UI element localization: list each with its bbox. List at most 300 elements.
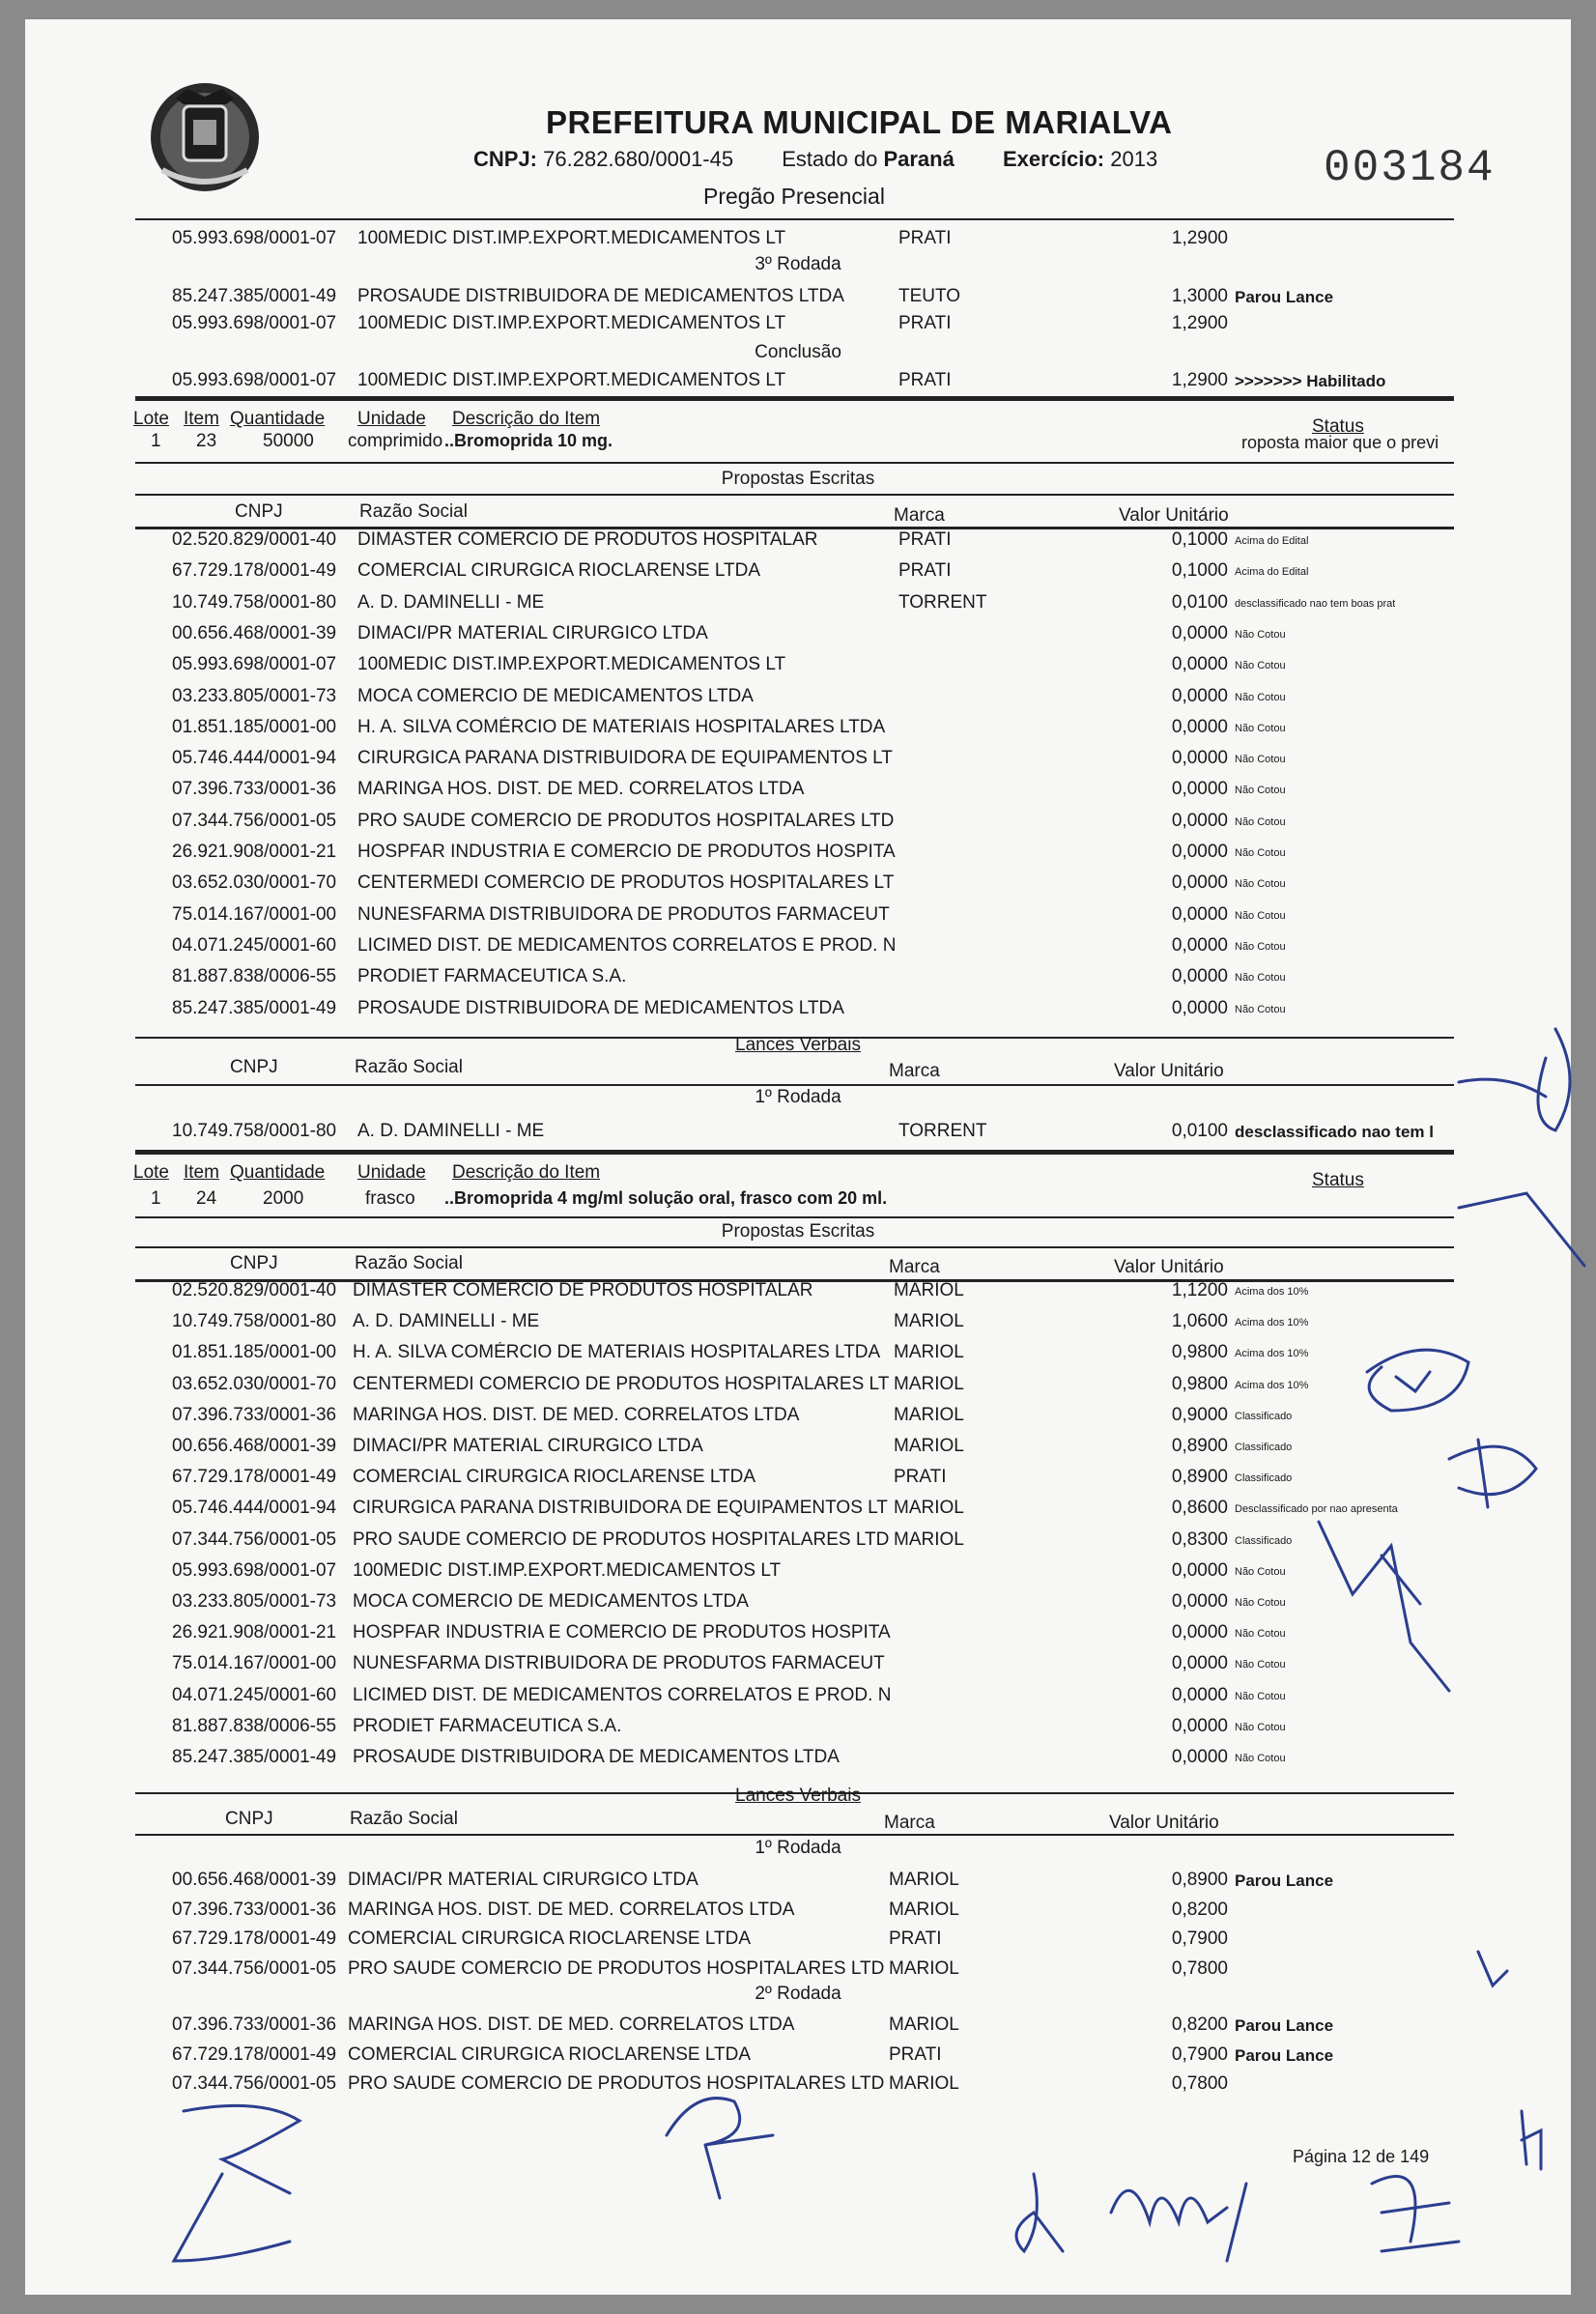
table-row: [0, 2073, 1596, 2102]
valor-cell: 0,7900: [1171, 2043, 1228, 2065]
descricao-value: ..Bromoprida 10 mg.: [444, 431, 613, 450]
valor-cell: 0,7800: [1171, 1957, 1228, 1979]
valor-cell: 0,0000: [1171, 872, 1228, 894]
valor-cell: 0,8900: [1171, 1436, 1228, 1456]
cnpj-cell: 02.520.829/0001-40: [172, 529, 337, 550]
razao-social-cell: DIMACI/PR MATERIAL CIRURGICO LTDA: [348, 1870, 698, 1890]
cnpj-cell: 03.652.030/0001-70: [172, 1373, 337, 1394]
cnpj-cell: 75.014.167/0001-00: [172, 903, 337, 925]
status-cell: Não Cotou: [1235, 847, 1286, 859]
cnpj-cell: 26.921.908/0001-21: [172, 842, 337, 862]
column-header-razao: Razão Social: [355, 1253, 463, 1273]
status-cell: Não Cotou: [1235, 1628, 1286, 1641]
cnpj-cell: 75.014.167/0001-00: [172, 1653, 337, 1674]
table-row: [0, 779, 1596, 808]
valor-cell: 0,0000: [1171, 1622, 1228, 1643]
valor-cell: 0,0000: [1171, 810, 1228, 831]
cnpj-cell: 03.652.030/0001-70: [172, 872, 337, 894]
marca-cell: MARIOL: [889, 1899, 959, 1920]
table-row: [0, 313, 1596, 342]
table-row: [0, 1436, 1596, 1465]
status-cell: Não Cotou: [1235, 1003, 1286, 1015]
valor-cell: 0,8900: [1171, 1870, 1228, 1890]
column-header-lote: Lote: [133, 409, 169, 429]
table-row: [0, 1311, 1596, 1340]
marca-cell: MARIOL: [894, 1311, 964, 1332]
valor-cell: 0,0000: [1171, 716, 1228, 737]
cnpj-cell: 07.344.756/0001-05: [172, 2073, 337, 2094]
table-row: [0, 1716, 1596, 1745]
status-cell: Não Cotou: [1235, 1565, 1286, 1578]
status-cell: Não Cotou: [1235, 1721, 1286, 1733]
valor-cell: 0,0000: [1171, 934, 1228, 956]
razao-social-cell: 100MEDIC DIST.IMP.EXPORT.MEDICAMENTOS LT: [353, 1559, 782, 1581]
cnpj-cell: 85.247.385/0001-49: [172, 1747, 337, 1767]
table-row: [0, 592, 1596, 621]
marca-cell: PRATI: [898, 560, 952, 582]
cnpj-cell: 01.851.185/0001-00: [172, 1342, 337, 1363]
divider: [135, 494, 1454, 496]
razao-social-cell: PRO SAUDE COMERCIO DE PRODUTOS HOSPITALARES LTD: [357, 810, 895, 831]
descricao-value: ..Bromoprida 4 mg/ml solução oral, frasco com 20 ml.: [444, 1188, 888, 1208]
valor-cell: 0,0000: [1171, 654, 1228, 675]
status-cell: Não Cotou: [1235, 1753, 1286, 1764]
round-label: 1º Rodada: [755, 1838, 841, 1858]
valor-cell: 0,9000: [1171, 1404, 1228, 1425]
lote-value: 1: [151, 1188, 161, 1209]
table-row: [0, 811, 1596, 840]
status-cell: Não Cotou: [1235, 754, 1286, 766]
pregao-label: Pregão Presencial: [703, 184, 885, 209]
column-header-marca: Marca: [889, 1257, 940, 1277]
section-lances-verbais: Lances Verbais: [735, 1035, 861, 1055]
divider: [135, 1084, 1454, 1086]
valor-cell: 0,9800: [1171, 1342, 1228, 1363]
razao-social-cell: 100MEDIC DIST.IMP.EXPORT.MEDICAMENTOS LT: [357, 654, 786, 675]
column-header-valor: Valor Unitário: [1119, 505, 1229, 526]
marca-cell: PRATI: [898, 529, 952, 550]
razao-social-cell: A. D. DAMINELLI - ME: [357, 1121, 545, 1141]
column-header-unidade: Unidade: [357, 1162, 426, 1183]
status-cell: Não Cotou: [1235, 1659, 1286, 1671]
valor-cell: 0,0000: [1171, 748, 1228, 769]
razao-social-cell: CENTERMEDI COMERCIO DE PRODUTOS HOSPITALARES LT: [357, 872, 895, 894]
table-row: [0, 370, 1596, 399]
razao-social-cell: CENTERMEDI COMERCIO DE PRODUTOS HOSPITALARES LT: [353, 1373, 890, 1394]
status-cell: Classificado: [1235, 1534, 1293, 1547]
cnpj-cell: 67.729.178/0001-49: [172, 1928, 337, 1949]
round-label: 3º Rodada: [755, 254, 841, 274]
cnpj-cell: 05.993.698/0001-07: [172, 654, 337, 675]
cnpj-cell: 07.344.756/0001-05: [172, 1528, 337, 1550]
page-number: Página 12 de 149: [1293, 2147, 1430, 2166]
column-header-item: Item: [184, 409, 219, 429]
status-cell: desclassificado nao tem boas prat: [1235, 597, 1396, 610]
table-row: [0, 654, 1596, 683]
marca-cell: TEUTO: [898, 286, 961, 306]
razao-social-cell: COMERCIAL CIRURGICA RIOCLARENSE LTDA: [348, 1928, 752, 1949]
table-row: [0, 1374, 1596, 1403]
table-row: [0, 686, 1596, 715]
valor-cell: 0,0100: [1171, 591, 1228, 613]
marca-cell: MARIOL: [894, 1280, 964, 1300]
column-header-unidade: Unidade: [357, 409, 426, 429]
column-header-valor: Valor Unitário: [1114, 1061, 1224, 1081]
table-row: [0, 2044, 1596, 2073]
cnpj-cell: 67.729.178/0001-49: [172, 2043, 337, 2065]
item-status-value: roposta maior que o previ: [1241, 433, 1439, 452]
table-row: [0, 1280, 1596, 1309]
razao-social-cell: 100MEDIC DIST.IMP.EXPORT.MEDICAMENTOS LT: [357, 313, 786, 333]
cnpj-cell: 07.396.733/0001-36: [172, 2014, 337, 2035]
cnpj-cell: 05.746.444/0001-94: [172, 1498, 337, 1519]
column-header-marca: Marca: [889, 1061, 940, 1081]
razao-social-cell: COMERCIAL CIRURGICA RIOCLARENSE LTDA: [353, 1467, 756, 1488]
status-cell: Não Cotou: [1235, 660, 1286, 672]
marca-cell: MARIOL: [894, 1373, 964, 1394]
column-header-quantidade: Quantidade: [230, 409, 326, 429]
table-row: [0, 935, 1596, 964]
column-header-razao: Razão Social: [359, 501, 468, 522]
column-header-valor: Valor Unitário: [1109, 1813, 1219, 1833]
cnpj-cell: 81.887.838/0006-55: [172, 1715, 337, 1736]
status-cell: Acima dos 10%: [1235, 1379, 1309, 1391]
table-row: [0, 1498, 1596, 1527]
table-row: [0, 228, 1596, 257]
valor-cell: 1,0600: [1171, 1311, 1228, 1332]
table-row: [0, 286, 1596, 315]
razao-social-cell: LICIMED DIST. DE MEDICAMENTOS CORRELATOS E PROD. N: [357, 934, 897, 956]
status-cell: Acima do Edital: [1235, 535, 1309, 547]
razao-social-cell: PRODIET FARMACEUTICA S.A.: [353, 1715, 622, 1736]
status-cell: Acima do Edital: [1235, 566, 1309, 579]
table-row: [0, 1653, 1596, 1682]
valor-cell: 0,0000: [1171, 1653, 1228, 1674]
table-row: [0, 1467, 1596, 1496]
valor-cell: 0,0000: [1171, 966, 1228, 987]
cnpj-cell: 05.993.698/0001-07: [172, 370, 337, 390]
column-header-marca: Marca: [884, 1813, 935, 1833]
status-cell: desclassificado nao tem l: [1235, 1123, 1434, 1141]
razao-social-cell: CIRURGICA PARANA DISTRIBUIDORA DE EQUIPAMENTOS LT: [353, 1498, 888, 1519]
valor-cell: 1,1200: [1171, 1280, 1228, 1300]
section-propostas-escritas: Propostas Escritas: [721, 1221, 875, 1242]
round-label: 2º Rodada: [755, 1984, 841, 2004]
column-header-lote: Lote: [133, 1162, 169, 1183]
valor-cell: 0,0000: [1171, 1684, 1228, 1705]
valor-cell: 0,0000: [1171, 903, 1228, 925]
razao-social-cell: DIMACI/PR MATERIAL CIRURGICO LTDA: [357, 622, 708, 643]
cnpj-cell: 05.746.444/0001-94: [172, 748, 337, 769]
cnpj-cell: 05.993.698/0001-07: [172, 1559, 337, 1581]
cnpj-cell: 81.887.838/0006-55: [172, 966, 337, 987]
marca-cell: MARIOL: [894, 1436, 964, 1456]
column-header-status: Status: [1312, 416, 1364, 437]
divider: [135, 396, 1454, 401]
column-header-valor: Valor Unitário: [1114, 1257, 1224, 1277]
marca-cell: MARIOL: [889, 2073, 959, 2094]
razao-social-cell: A. D. DAMINELLI - ME: [353, 1311, 540, 1332]
cnpj-cell: 03.233.805/0001-73: [172, 685, 337, 706]
valor-cell: 0,0000: [1171, 685, 1228, 706]
razao-social-cell: PROSAUDE DISTRIBUIDORA DE MEDICAMENTOS LTDA: [357, 997, 844, 1018]
status-cell: Não Cotou: [1235, 909, 1286, 922]
table-row: [0, 748, 1596, 777]
cnpj-cell: 26.921.908/0001-21: [172, 1622, 337, 1643]
table-row: [0, 717, 1596, 746]
razao-social-cell: MOCA COMERCIO DE MEDICAMENTOS LTDA: [353, 1591, 749, 1612]
razao-social-cell: COMERCIAL CIRURGICA RIOCLARENSE LTDA: [357, 560, 761, 582]
status-cell: Não Cotou: [1235, 878, 1286, 891]
page-title: PREFEITURA MUNICIPAL DE MARIALVA: [546, 104, 1173, 140]
razao-social-cell: DIMASTER COMERCIO DE PRODUTOS HOSPITALAR: [357, 529, 818, 550]
marca-cell: MARIOL: [889, 1870, 959, 1890]
razao-social-cell: LICIMED DIST. DE MEDICAMENTOS CORRELATOS E PROD. N: [353, 1684, 892, 1705]
valor-cell: 0,0000: [1171, 622, 1228, 643]
cnpj-cell: 01.851.185/0001-00: [172, 716, 337, 737]
marca-cell: MARIOL: [894, 1404, 964, 1425]
cnpj-cell: 85.247.385/0001-49: [172, 997, 337, 1018]
status-cell: Parou Lance: [1235, 2045, 1334, 2065]
valor-cell: 1,2900: [1171, 313, 1228, 333]
column-header-quantidade: Quantidade: [230, 1162, 326, 1183]
divider: [135, 218, 1454, 220]
column-header-descricao: Descrição do Item: [452, 409, 601, 429]
valor-cell: 0,0000: [1171, 997, 1228, 1018]
divider: [135, 462, 1454, 464]
valor-cell: 1,3000: [1171, 286, 1228, 306]
valor-cell: 0,0100: [1171, 1121, 1228, 1141]
municipal-seal-icon: [145, 77, 265, 197]
table-row: [0, 1747, 1596, 1776]
razao-social-cell: COMERCIAL CIRURGICA RIOCLARENSE LTDA: [348, 2043, 752, 2065]
column-header-marca: Marca: [894, 505, 945, 526]
divider: [135, 1834, 1454, 1836]
marca-cell: PRATI: [898, 228, 952, 248]
valor-cell: 0,1000: [1171, 560, 1228, 582]
razao-social-cell: H. A. SILVA COMÉRCIO DE MATERIAIS HOSPITALARES LTDA: [353, 1342, 881, 1363]
column-header-status: Status: [1312, 1170, 1364, 1190]
table-row: [0, 1685, 1596, 1714]
status-cell: Não Cotou: [1235, 785, 1286, 797]
table-row: [0, 529, 1596, 558]
table-row: [0, 1529, 1596, 1558]
status-cell: Acima dos 10%: [1235, 1317, 1309, 1329]
cnpj-cell: 04.071.245/0001-60: [172, 1684, 337, 1705]
razao-social-cell: A. D. DAMINELLI - ME: [357, 591, 545, 613]
cnpj-cell: 10.749.758/0001-80: [172, 1311, 337, 1332]
razao-social-cell: MARINGA HOS. DIST. DE MED. CORRELATOS LTDA: [348, 2014, 795, 2035]
table-row: [0, 1405, 1596, 1434]
table-row: [0, 1958, 1596, 1987]
status-cell: Acima dos 10%: [1235, 1286, 1309, 1298]
cnpj-cell: 07.344.756/0001-05: [172, 810, 337, 831]
table-row: [0, 1928, 1596, 1957]
valor-cell: 0,0000: [1171, 779, 1228, 800]
table-row: [0, 560, 1596, 589]
marca-cell: MARIOL: [889, 1957, 959, 1979]
marca-cell: TORRENT: [898, 1121, 987, 1141]
table-row: [0, 1121, 1596, 1150]
status-cell: Parou Lance: [1235, 2016, 1334, 2035]
marca-cell: PRATI: [889, 1928, 942, 1949]
column-header-descricao: Descrição do Item: [452, 1162, 601, 1183]
valor-cell: 0,7800: [1171, 2073, 1228, 2094]
razao-social-cell: PRODIET FARMACEUTICA S.A.: [357, 966, 627, 987]
status-cell: Parou Lance: [1235, 288, 1334, 306]
table-row: [0, 623, 1596, 652]
valor-cell: 0,8200: [1171, 2014, 1228, 2035]
valor-cell: 0,0000: [1171, 1715, 1228, 1736]
marca-cell: PRATI: [898, 370, 952, 390]
table-row: [0, 1870, 1596, 1899]
cnpj-cell: 00.656.468/0001-39: [172, 622, 337, 643]
header-info: CNPJ: 76.282.680/0001-45 Estado do Paraná Exercício: 2013: [473, 147, 1158, 171]
cnpj-cell: 00.656.468/0001-39: [172, 1870, 337, 1890]
valor-cell: 0,0000: [1171, 1747, 1228, 1767]
status-cell: Acima dos 10%: [1235, 1348, 1309, 1360]
section-lances-verbais: Lances Verbais: [735, 1785, 861, 1806]
column-header-item: Item: [184, 1162, 219, 1183]
column-header-cnpj: CNPJ: [230, 1057, 278, 1077]
conclusao-label: Conclusão: [755, 342, 841, 362]
status-cell: Não Cotou: [1235, 628, 1286, 641]
cnpj-cell: 10.749.758/0001-80: [172, 1121, 337, 1141]
table-row: [0, 1342, 1596, 1371]
status-cell: Não Cotou: [1235, 722, 1286, 734]
razao-social-cell: PRO SAUDE COMERCIO DE PRODUTOS HOSPITALARES LTD: [353, 1528, 890, 1550]
razao-social-cell: MOCA COMERCIO DE MEDICAMENTOS LTDA: [357, 685, 754, 706]
valor-cell: 1,2900: [1171, 228, 1228, 248]
marca-cell: TORRENT: [898, 591, 987, 613]
valor-cell: 0,0000: [1171, 1559, 1228, 1581]
table-row: [0, 842, 1596, 871]
cnpj-cell: 67.729.178/0001-49: [172, 1467, 337, 1488]
page-stamp-number: 003184: [1324, 143, 1496, 193]
divider: [135, 1150, 1454, 1155]
status-cell: Classificado: [1235, 1442, 1293, 1453]
cnpj-cell: 05.993.698/0001-07: [172, 313, 337, 333]
status-cell: Não Cotou: [1235, 815, 1286, 828]
razao-social-cell: NUNESFARMA DISTRIBUIDORA DE PRODUTOS FARMACEUT: [357, 903, 890, 925]
razao-social-cell: PROSAUDE DISTRIBUIDORA DE MEDICAMENTOS LTDA: [357, 286, 844, 306]
unidade-value: comprimido: [348, 431, 443, 451]
valor-cell: 0,8300: [1171, 1528, 1228, 1550]
unidade-value: frasco: [365, 1188, 415, 1209]
valor-cell: 0,8200: [1171, 1899, 1228, 1920]
valor-cell: 0,8600: [1171, 1498, 1228, 1519]
razao-social-cell: DIMASTER COMERCIO DE PRODUTOS HOSPITALAR: [353, 1280, 813, 1300]
status-cell: Não Cotou: [1235, 691, 1286, 703]
razao-social-cell: PRO SAUDE COMERCIO DE PRODUTOS HOSPITALARES LTD: [348, 1957, 885, 1979]
table-row: [0, 998, 1596, 1027]
razao-social-cell: DIMACI/PR MATERIAL CIRURGICO LTDA: [353, 1436, 703, 1456]
status-cell: Classificado: [1235, 1410, 1293, 1422]
cnpj-cell: 10.749.758/0001-80: [172, 591, 337, 613]
cnpj-cell: 07.344.756/0001-05: [172, 1957, 337, 1979]
razao-social-cell: 100MEDIC DIST.IMP.EXPORT.MEDICAMENTOS LT: [357, 228, 786, 248]
item-value: 24: [196, 1188, 217, 1209]
marca-cell: PRATI: [894, 1467, 947, 1488]
table-row: [0, 1900, 1596, 1928]
marca-cell: MARIOL: [889, 2014, 959, 2035]
status-cell: Não Cotou: [1235, 1597, 1286, 1609]
valor-cell: 0,7900: [1171, 1928, 1228, 1949]
column-header-razao: Razão Social: [350, 1809, 458, 1829]
cnpj-cell: 05.993.698/0001-07: [172, 228, 337, 248]
valor-cell: 0,0000: [1171, 842, 1228, 862]
razao-social-cell: CIRURGICA PARANA DISTRIBUIDORA DE EQUIPAMENTOS LT: [357, 748, 893, 769]
razao-social-cell: PRO SAUDE COMERCIO DE PRODUTOS HOSPITALARES LTD: [348, 2073, 885, 2094]
status-cell: Parou Lance: [1235, 1871, 1334, 1890]
column-header-razao: Razão Social: [355, 1057, 463, 1077]
status-cell: >>>>>>> Habilitado: [1235, 372, 1386, 390]
item-value: 23: [196, 431, 217, 451]
cnpj-cell: 67.729.178/0001-49: [172, 560, 337, 582]
column-header-cnpj: CNPJ: [235, 501, 283, 522]
valor-cell: 0,9800: [1171, 1373, 1228, 1394]
status-cell: Não Cotou: [1235, 1690, 1286, 1702]
quantidade-value: 50000: [263, 431, 314, 451]
status-cell: Classificado: [1235, 1472, 1293, 1485]
cnpj-cell: 02.520.829/0001-40: [172, 1280, 337, 1300]
cnpj-cell: 04.071.245/0001-60: [172, 934, 337, 956]
cnpj-cell: 85.247.385/0001-49: [172, 286, 337, 306]
table-row: [0, 1560, 1596, 1589]
lote-value: 1: [151, 431, 161, 451]
razao-social-cell: HOSPFAR INDUSTRIA E COMERCIO DE PRODUTOS HOSPITA: [353, 1622, 891, 1643]
table-row: [0, 966, 1596, 995]
column-header-cnpj: CNPJ: [225, 1809, 273, 1829]
marca-cell: PRATI: [898, 313, 952, 333]
section-propostas-escritas: Propostas Escritas: [721, 469, 875, 489]
table-row: [0, 2014, 1596, 2043]
marca-cell: PRATI: [889, 2043, 942, 2065]
razao-social-cell: PROSAUDE DISTRIBUIDORA DE MEDICAMENTOS LTDA: [353, 1747, 840, 1767]
cnpj-cell: 03.233.805/0001-73: [172, 1591, 337, 1612]
column-header-cnpj: CNPJ: [230, 1253, 278, 1273]
cnpj-cell: 07.396.733/0001-36: [172, 1899, 337, 1920]
razao-social-cell: MARINGA HOS. DIST. DE MED. CORRELATOS LTDA: [353, 1404, 800, 1425]
divider: [135, 1216, 1454, 1218]
valor-cell: 1,2900: [1171, 370, 1228, 390]
razao-social-cell: MARINGA HOS. DIST. DE MED. CORRELATOS LTDA: [357, 779, 805, 800]
cnpj-cell: 00.656.468/0001-39: [172, 1436, 337, 1456]
marca-cell: MARIOL: [894, 1342, 964, 1363]
valor-cell: 0,8900: [1171, 1467, 1228, 1488]
table-row: [0, 872, 1596, 901]
marca-cell: MARIOL: [894, 1498, 964, 1519]
table-row: [0, 1622, 1596, 1651]
valor-cell: 0,0000: [1171, 1591, 1228, 1612]
razao-social-cell: 100MEDIC DIST.IMP.EXPORT.MEDICAMENTOS LT: [357, 370, 786, 390]
razao-social-cell: MARINGA HOS. DIST. DE MED. CORRELATOS LTDA: [348, 1899, 795, 1920]
table-row: [0, 1591, 1596, 1620]
round-label: 1º Rodada: [755, 1087, 841, 1107]
status-cell: Não Cotou: [1235, 940, 1286, 953]
status-cell: Não Cotou: [1235, 972, 1286, 985]
divider: [135, 1246, 1454, 1248]
valor-cell: 0,1000: [1171, 529, 1228, 550]
quantidade-value: 2000: [263, 1188, 304, 1209]
status-cell: Desclassificado por nao apresenta: [1235, 1503, 1398, 1516]
razao-social-cell: NUNESFARMA DISTRIBUIDORA DE PRODUTOS FARMACEUT: [353, 1653, 885, 1674]
marca-cell: MARIOL: [894, 1528, 964, 1550]
razao-social-cell: H. A. SILVA COMÉRCIO DE MATERIAIS HOSPITALARES LTDA: [357, 716, 886, 737]
cnpj-cell: 07.396.733/0001-36: [172, 1404, 337, 1425]
table-row: [0, 904, 1596, 933]
cnpj-cell: 07.396.733/0001-36: [172, 779, 337, 800]
